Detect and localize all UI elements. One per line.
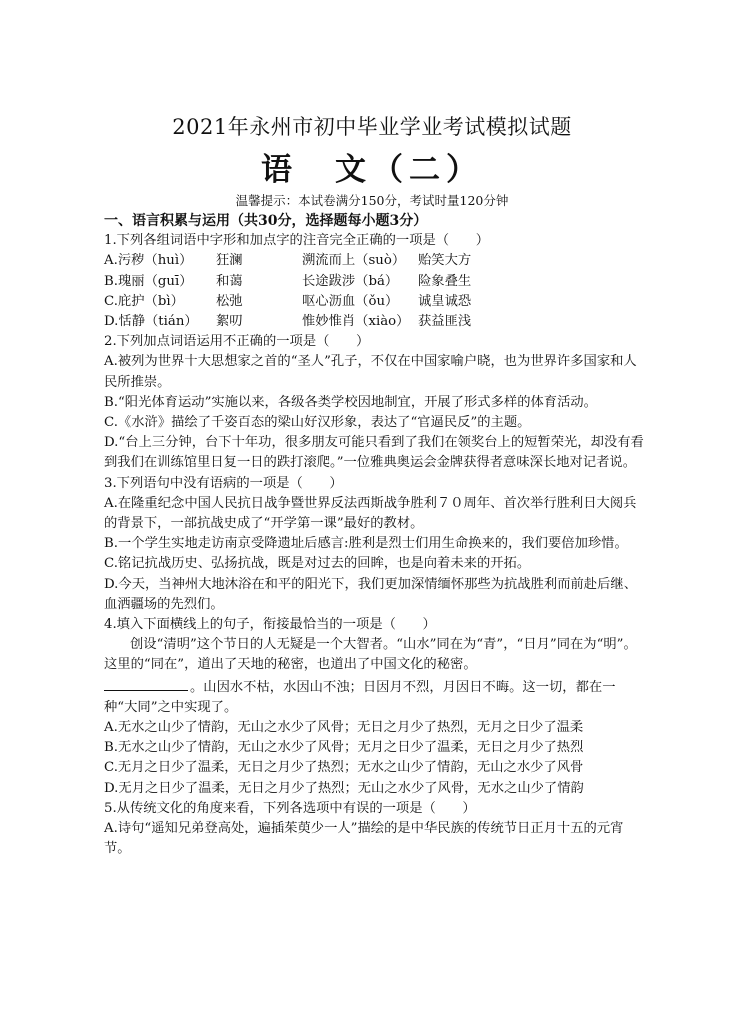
question-4-option-c: C.无月之日少了温柔，无日之月少了热烈；无水之山少了情韵，无山之水少了风骨 <box>104 760 584 776</box>
question-1-option-a: A.污秽（huì） 狂澜 溯流而上（suò） 贻笑大方 <box>104 253 472 269</box>
question-4-passage-cont: 。山因水不枯，水因山不浊；日因月不烈，月因日不晦。这一切，都在一种“大同”之中实现了。 <box>104 676 644 718</box>
question-3-option-d: D.今天，当神州大地沐浴在和平的阳光下，我们更加深情缅怀那些为抗战胜利而前赴后继、血洒疆场的先烈们。 <box>104 576 637 612</box>
fill-blank-line <box>104 676 188 691</box>
question-1-stem: 1.下列各组词语中字形和加点字的注音完全正确的一项是（ ） <box>104 233 489 249</box>
exam-content <box>104 211 644 860</box>
exam-notice: 温馨提示：本试卷满分150分，考试时量120分钟 <box>235 193 509 208</box>
section-heading: 一、语言积累与运用（共30分，选择题每小题3分） <box>104 213 428 229</box>
question-1-option-d: D.恬静（tián） 絮叨 惟妙惟肖（xiào） 获益匪浅 <box>104 314 472 330</box>
question-2-option-b: B.“阳光体育运动”实施以来，各级各类学校因地制宜，开展了形式多样的体育活动。 <box>104 394 597 410</box>
question-3-option-a: A.在隆重纪念中国人民抗日战争暨世界反法西斯战争胜利７０周年、首次举行胜利日大阅兵的背景下，一部抗战史成了“开学第一课”最好的教材。 <box>104 495 637 532</box>
question-2-option-d: D.“台上三分钟，台下十年功，很多朋友可能只看到了我们在领奖台上的短暂荣光，却没有看到我们在训练馆里日复一日的跌打滚爬。”一位雅典奥运会金牌获得者意味深长地对记者说。 <box>104 435 644 471</box>
question-5-option-a: A.诗句“遥知兄弟登高处，遍插茱萸少一人”描绘的是中华民族的传统节日正月十五的元宵节。 <box>104 821 624 857</box>
question-3-option-b: B.一个学生实地走访南京受降遗址后感言:胜利是烈士们用生命换来的，我们要倍加珍惜。 <box>104 536 628 552</box>
question-5-stem: 5.从传统文化的角度来看，下列各选项中有误的一项是（ ） <box>104 800 476 816</box>
question-4-passage: 创设“清明”这个节日的人无疑是一个大智者。“山水”同在为“青”，“日月”同在为“明”。这里的“同在”，道出了天地的秘密，也道出了中国文化的秘密。 <box>104 637 637 673</box>
question-1-option-c: C.庇护（bì） 松弛 呕心沥血（ǒu） 诚皇诚恐 <box>104 293 472 309</box>
question-4-option-d: D.无月之日少了温柔，无日之月少了热烈；无山之水少了风骨，无水之山少了情韵 <box>104 780 584 796</box>
question-4-option-a: A.无水之山少了情韵，无山之水少了风骨；无日之月少了热烈，无月之日少了温柔 <box>104 720 584 736</box>
question-4-option-b: B.无水之山少了情韵，无山之水少了风骨；无月之日少了温柔，无日之月少了热烈 <box>104 740 584 756</box>
question-3-option-c: C.铭记抗战历史、弘扬抗战，既是对过去的回眸，也是向着未来的开拓。 <box>104 556 531 572</box>
question-3-stem: 3.下列语句中没有语病的一项是（ ） <box>104 475 343 491</box>
question-1-option-b: B.瑰丽（guī） 和蔼 长途跋涉（bá） 险象叠生 <box>104 273 472 289</box>
question-4-stem: 4.填入下面横线上的句子，衔接最恰当的一项是（ ） <box>104 617 436 633</box>
subject-title: 语 文（二） <box>261 152 483 188</box>
question-2-stem: 2.下列加点词语运用不正确的一项是（ ） <box>104 334 370 350</box>
question-2-option-a: A.被列为世界十大思想家之首的“圣人”孔子，不仅在中国家喻户晓，也为世界许多国家和人民所推崇。 <box>104 354 637 390</box>
question-2-option-c: C.《水浒》描绘了千姿百态的梁山好汉形象，表达了“官逼民反”的主题。 <box>104 415 531 431</box>
exam-title: 2021年永州市初中毕业学业考试模拟试题 <box>172 115 572 139</box>
